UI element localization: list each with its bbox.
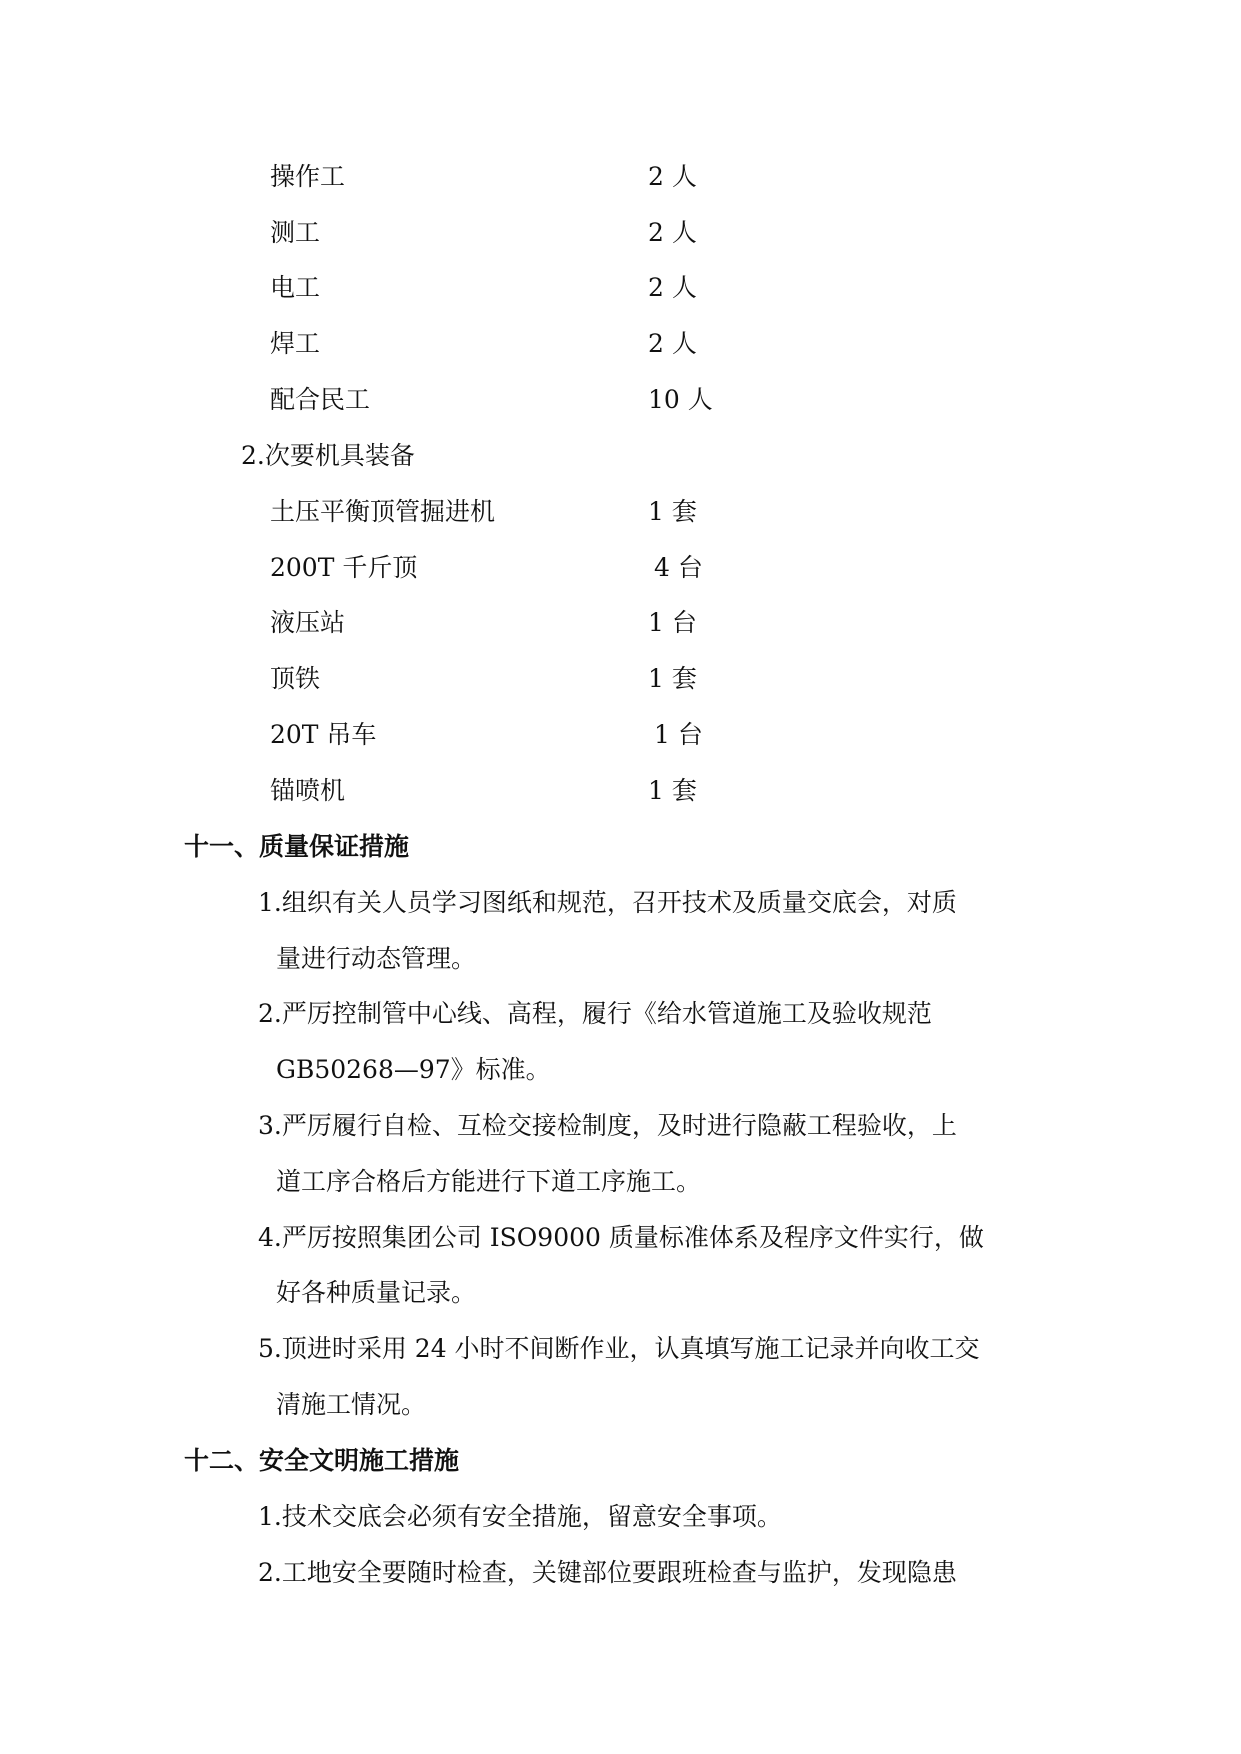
personnel-qty: 10 人 [648,385,713,414]
personnel-name: 焊工 [270,329,321,358]
equipment-qty: 1 套 [648,776,697,805]
equipment-name: 液压站 [270,608,346,637]
personnel-name: 测工 [270,218,321,247]
section-11-item-4-line2: 好各种质量记录。 [276,1278,477,1307]
equipment-qty: 4 台 [654,553,703,582]
personnel-row [0,161,1241,193]
personnel-name: 配合民工 [270,385,371,414]
personnel-name: 操作工 [270,162,346,191]
personnel-row [0,217,1241,249]
equipment-name: 锚喷机 [270,776,346,805]
personnel-qty: 2 人 [648,162,697,191]
equipment-qty: 1 套 [648,497,697,526]
personnel-qty: 2 人 [648,329,697,358]
personnel-row [0,328,1241,360]
equipment-qty: 1 台 [654,720,703,749]
section-11-item-5-line1: 5.顶进时采用 24 小时不间断作业，认真填写施工记录并向收工交 [258,1334,980,1363]
equipment-row [0,719,1241,751]
equipment-name: 土压平衡顶管掘进机 [270,497,496,526]
section-12-item-1-line1: 1.技术交底会必须有安全措施，留意安全事项。 [258,1502,782,1531]
section-11-item-1-line1: 1.组织有关人员学习图纸和规范，召开技术及质量交底会，对质 [258,888,957,917]
section-11-item-5-line2: 清施工情况。 [276,1390,427,1419]
section-11-item-4-line1: 4.严厉按照集团公司 ISO9000 质量标准体系及程序文件实行，做 [258,1223,984,1252]
equipment-name: 200T 千斤顶 [270,553,418,582]
equipment-qty: 1 台 [648,608,697,637]
equipment-qty: 1 套 [648,664,697,693]
section-11-item-2-line1: 2.严厉控制管中心线、高程，履行《给水管道施工及验收规范 [258,999,932,1028]
section-11-item-3-line1: 3.严厉履行自检、互检交接检制度，及时进行隐蔽工程验收，上 [258,1111,957,1140]
equipment-row [0,607,1241,639]
equipment-name: 顶铁 [270,664,321,693]
section-12-item-2-line1: 2.工地安全要随时检查，关键部位要跟班检查与监护，发现隐患 [258,1558,957,1587]
equipment-heading: 2.次要机具装备 [241,441,415,470]
personnel-name: 电工 [270,273,321,302]
equipment-name: 20T 吊车 [270,720,377,749]
personnel-row [0,272,1241,304]
personnel-qty: 2 人 [648,273,697,302]
equipment-row [0,663,1241,695]
section-11-item-2-line2: GB50268—97》标准。 [276,1055,551,1084]
equipment-row [0,552,1241,584]
section-11-item-1-line2: 量进行动态管理。 [276,944,477,973]
section-11-item-3-line2: 道工序合格后方能进行下道工序施工。 [276,1167,702,1196]
equipment-row [0,775,1241,807]
section-11-title: 十一、质量保证措施 [184,832,410,861]
equipment-row [0,496,1241,528]
personnel-row [0,384,1241,416]
section-12-title: 十二、安全文明施工措施 [184,1446,460,1475]
personnel-qty: 2 人 [648,218,697,247]
